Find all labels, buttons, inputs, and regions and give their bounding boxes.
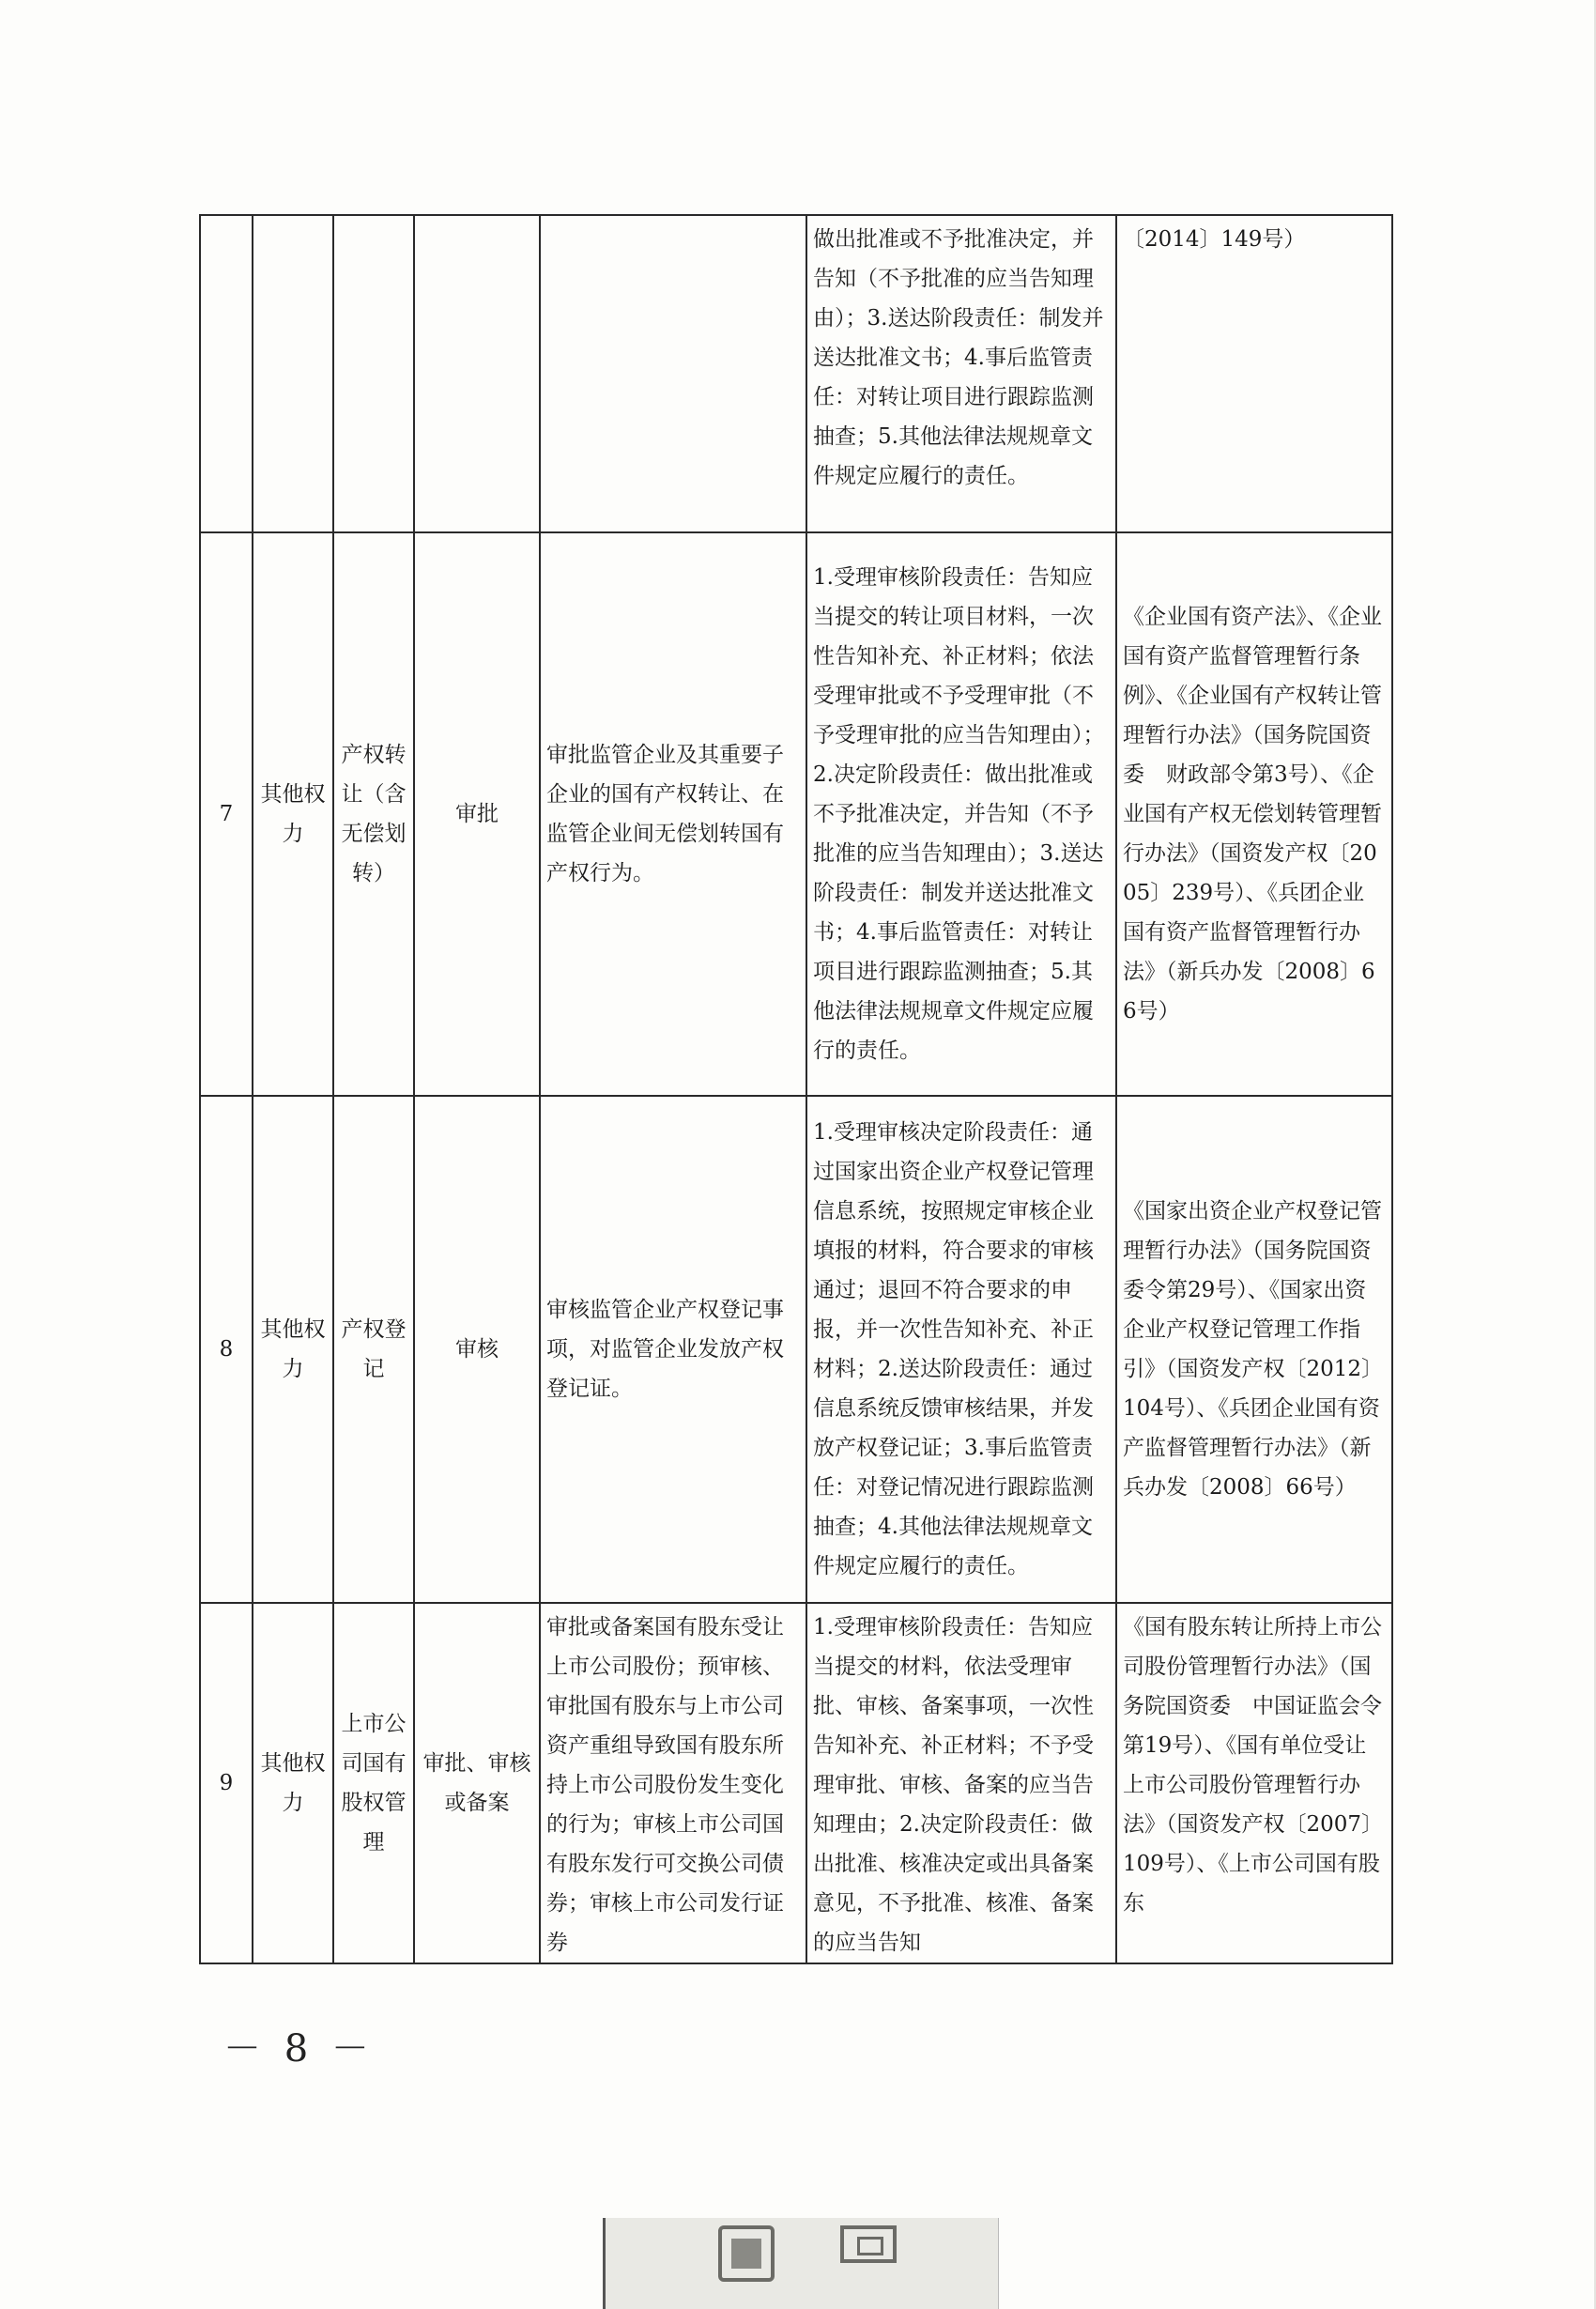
film-icon (718, 2225, 775, 2282)
cell-category: 其他权力 (253, 1603, 333, 1963)
cell-item: 产权登记 (333, 1096, 414, 1603)
cell-type: 审批、审核或备案 (414, 1603, 540, 1963)
page-number: － 8 － (223, 2027, 375, 2070)
cell-responsibility: 1.受理审核阶段责任：告知应当提交的材料，依法受理审批、审核、备案事项，一次性告知补充、补正材料；不予受理审批、审核、备案的应当告知理由；2.决定阶段责任：做出批准、核准决定或出具备案意见，不予批准、核准、备案的应当告知 (806, 1603, 1116, 1963)
cell-item: 产权转让（含无偿划转） (333, 532, 414, 1096)
cell-basis: 《国家出资企业产权登记管理暂行办法》（国务院国资委令第29号）、《国家出资企业产权登记管理工作指引》（国资发产权〔2012〕104号）、《兵团企业国有资产监督管理暂行办法》（新兵办发〔2008〕66号） (1116, 1096, 1392, 1603)
cell-no: 7 (200, 532, 253, 1096)
cell-no (200, 215, 253, 532)
cell-category (253, 215, 333, 532)
table-row (200, 1603, 1392, 1963)
cell-responsibility: 1.受理审核决定阶段责任：通过国家出资企业产权登记管理信息系统，按照规定审核企业填报的材料，符合要求的审核通过；退回不符合要求的申报，并一次性告知补充、补正材料；2.送达阶段责任：通过信息系统反馈审核结果，并发放产权登记证；3.事后监管责任：对登记情况进行跟踪监测抽查；4.其他法律法规规章文件规定应履行的责任。 (806, 1096, 1116, 1603)
cell-category: 其他权力 (253, 532, 333, 1096)
cell-content: 审批或备案国有股东受让上市公司股份；预审核、审批国有股东与上市公司资产重组导致国有股东所持上市公司股份发生变化的行为；审核上市公司国有股东发行可交换公司债券；审核上市公司发行证券 (540, 1603, 806, 1963)
table-row-continued (200, 215, 1392, 532)
table-row (200, 1096, 1392, 1603)
power-list-table (199, 214, 1393, 1964)
cell-basis: 〔2014〕149号） (1116, 215, 1392, 532)
cell-basis: 《国有股东转让所持上市公司股份管理暂行办法》（国务院国资委 中国证监会令第19号）、《国有单位受让上市公司股份管理暂行办法》（国资发产权〔2007〕109号）、《上市公司国有股东 (1116, 1603, 1392, 1963)
cell-content: 审核监管企业产权登记事项，对监管企业发放产权登记证。 (540, 1096, 806, 1603)
cell-responsibility: 1.受理审核阶段责任：告知应当提交的转让项目材料，一次性告知补充、补正材料；依法受理审批或不予受理审批（不予受理审批的应当告知理由）；2.决定阶段责任：做出批准或不予批准决定，并告知（不予批准的应当告知理由）；3.送达阶段责任：制发并送达批准文书；4.事后监管责任：对转让项目进行跟踪监测抽查；5.其他法律法规规章文件规定应履行的责任。 (806, 532, 1116, 1096)
scanner-tray-strip (603, 2218, 999, 2309)
cell-type: 审核 (414, 1096, 540, 1603)
cell-no: 9 (200, 1603, 253, 1963)
cell-content: 审批监管企业及其重要子企业的国有产权转让、在监管企业间无偿划转国有产权行为。 (540, 532, 806, 1096)
cell-type (414, 215, 540, 532)
cell-type: 审批 (414, 532, 540, 1096)
cell-item (333, 215, 414, 532)
cell-item: 上市公司国有股权管理 (333, 1603, 414, 1963)
image-icon (840, 2225, 897, 2263)
cell-category: 其他权力 (253, 1096, 333, 1603)
cell-responsibility: 做出批准或不予批准决定，并告知（不予批准的应当告知理由）；3.送达阶段责任：制发并送达批准文书；4.事后监管责任：对转让项目进行跟踪监测抽查；5.其他法律法规规章文件规定应履行的责任。 (806, 215, 1116, 532)
cell-no: 8 (200, 1096, 253, 1603)
table-row (200, 532, 1392, 1096)
cell-content (540, 215, 806, 532)
cell-basis: 《企业国有资产法》、《企业国有资产监督管理暂行条例》、《企业国有产权转让管理暂行办法》（国务院国资委 财政部令第3号）、《企业国有产权无偿划转管理暂行办法》（国资发产权〔2005〕239号）、《兵团企业国有资产监督管理暂行办法》（新兵办发〔2008〕66号） (1116, 532, 1392, 1096)
